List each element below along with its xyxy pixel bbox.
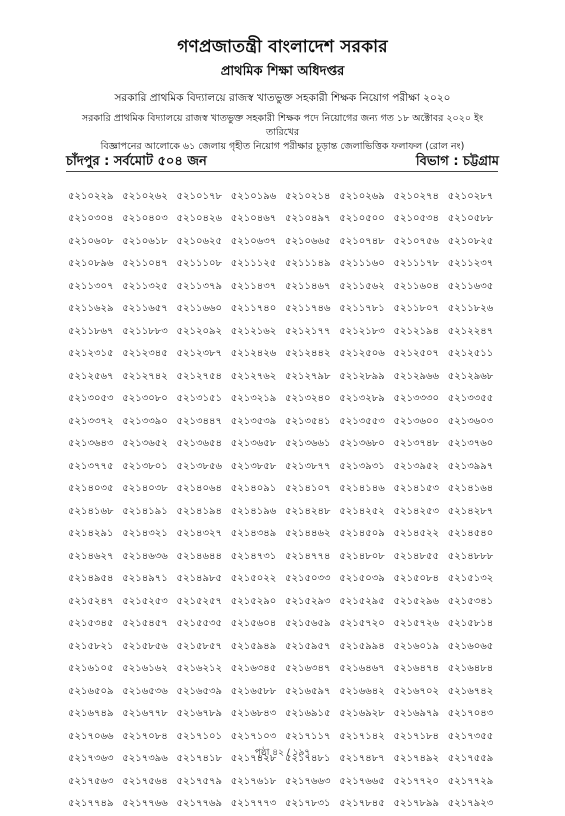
- roll-number: ৫২১৩৩৫৫: [448, 391, 502, 408]
- roll-number: ৫২১৫০২২: [231, 571, 285, 588]
- roll-number: ৫২১১১৬০: [339, 256, 393, 273]
- roll-number: ৫২১৭৬৬৩: [285, 774, 339, 791]
- roll-row: [68, 681, 502, 704]
- roll-number: ৫২১০৭৫৬: [394, 234, 448, 251]
- roll-number: ৫২১১৭৮১: [339, 301, 393, 318]
- roll-number: ৫২১১৭৪০: [231, 301, 285, 318]
- roll-number: ৫২১২৮৯৯: [339, 369, 393, 386]
- roll-number: ৫২১৪৬৩৬: [122, 549, 176, 566]
- roll-number: ৫২১৩৬০০: [394, 414, 448, 431]
- roll-number: ৫২১৭৮৪৫: [339, 796, 393, 813]
- roll-number: ৫২১১৬৫৭: [122, 301, 176, 318]
- roll-number: ৫২১৪০৩৮: [122, 481, 176, 498]
- roll-number: ৫২১২০৯২: [177, 324, 231, 341]
- roll-number: ৫২১১৮২৬: [448, 301, 502, 318]
- roll-number: ৫২১৭৩৬৩: [68, 751, 122, 768]
- note-line-1: সরকারি প্রাথমিক বিদ্যালয়ে রাজস্ব খাতভুক্ত সহকারী শিক্ষক পদে নিয়োগের জন্য গত ১৮ অক্টোবর ২০২০ ইং তারিখের: [66, 112, 499, 140]
- roll-number: ৫২১১১৪৯: [285, 256, 339, 273]
- roll-row: [68, 299, 502, 322]
- roll-number: ৫২১৫২৫৭: [177, 594, 231, 611]
- roll-number: ৫২১৫৪৫৭: [122, 616, 176, 633]
- roll-number: ৫২১৭৪৮৭: [339, 751, 393, 768]
- roll-row: [68, 389, 502, 412]
- roll-number: ৫২১৫৫৩৫: [177, 616, 231, 633]
- roll-number: ৫২১৪৫৪০: [448, 526, 502, 543]
- roll-number: ৫২১৭৯২৩: [448, 796, 502, 813]
- roll-number: ৫২১০৮২৫: [448, 234, 502, 251]
- roll-number: ৫২১৬৭৪৯: [68, 706, 122, 723]
- roll-number: ৫২১১৬২৯: [68, 301, 122, 318]
- roll-number: ৫২১৬৭০২: [394, 684, 448, 701]
- roll-number: ৫২১৩৩৭২: [68, 414, 122, 431]
- roll-number: ৫২১১১০৮: [177, 256, 231, 273]
- roll-number: ৫২১৩০৮০: [122, 391, 176, 408]
- roll-number: ৫২১৭০৮৪: [122, 729, 176, 746]
- roll-number: ৫২১১০৪৭: [122, 256, 176, 273]
- roll-number: ৫২১৫৭২৬: [394, 616, 448, 633]
- roll-number: ৫২১৫০৮৪: [394, 571, 448, 588]
- roll-number: ৫২১২৫৬৭: [68, 369, 122, 386]
- roll-row: [68, 569, 502, 592]
- roll-number: ৫২১৫৮৫৬: [122, 639, 176, 656]
- roll-number: ৫২১৭০৪৩: [448, 706, 502, 723]
- roll-number: ৫২১৬২১২: [177, 661, 231, 678]
- roll-number: ৫২১৫২৯৫: [339, 594, 393, 611]
- roll-number-grid: [68, 186, 502, 816]
- roll-row: [68, 411, 502, 434]
- roll-number: ৫২১৩০৫৩: [68, 391, 122, 408]
- roll-number: ৫২১৪৭৩১: [231, 549, 285, 566]
- roll-number: ৫২১৭৪১৮: [177, 751, 231, 768]
- roll-number: ৫২১৭১৮৪: [394, 729, 448, 746]
- roll-number: ৫২১৩৩৩০: [394, 391, 448, 408]
- roll-row: [68, 704, 502, 727]
- roll-number: ৫২১৪২৯১: [68, 526, 122, 543]
- roll-number: ৫২১৬৯১৫: [285, 706, 339, 723]
- roll-number: ৫২১৫৮৫৭: [177, 639, 231, 656]
- roll-number: ৫২১৪৩৪৯: [231, 526, 285, 543]
- roll-number: ৫২১২৯৬৬: [394, 369, 448, 386]
- roll-number: ৫২১৬১৬২: [122, 661, 176, 678]
- roll-number: ৫২১৪১৪৬: [339, 481, 393, 498]
- roll-number: ৫২১০৪২৬: [177, 211, 231, 228]
- roll-number: ৫২১৭৭৭৩: [231, 796, 285, 813]
- roll-number: ৫২১১৬০৪: [394, 279, 448, 296]
- roll-number: ৫২১২১৯৪: [394, 324, 448, 341]
- roll-number: ৫২১২৫০৬: [339, 346, 393, 363]
- roll-number: ৫২১১৮০৭: [394, 301, 448, 318]
- roll-number: ৫২১৫৬০৪: [231, 616, 285, 633]
- roll-number: ৫২১৭৭৬৯: [177, 796, 231, 813]
- roll-number: ৫২১৭৫৬৪: [122, 774, 176, 791]
- roll-number: ৫২১৪০৬৪: [177, 481, 231, 498]
- roll-number: ৫২১৬৫৯৭: [285, 684, 339, 701]
- roll-number: ৫২১৭১৪২: [339, 729, 393, 746]
- division-label: বিভাগ : চট্টগ্রাম: [416, 152, 499, 173]
- roll-number: ৫২১৭৫৫৯: [448, 751, 502, 768]
- roll-number: ৫২১৬৬৪২: [339, 684, 393, 701]
- roll-number: ৫২১০৬২৫: [177, 234, 231, 251]
- roll-number: ৫২১৪৯৭১: [122, 571, 176, 588]
- roll-number: ৫২১৫৮১৪: [448, 616, 502, 633]
- roll-number: ৫২১৫১৩২: [448, 571, 502, 588]
- roll-number: ৫২১০৫৮৮: [448, 211, 502, 228]
- roll-number: ৫২১৭৭২৯: [448, 774, 502, 791]
- roll-number: ৫২১৬৪৬৭: [339, 661, 393, 678]
- roll-row: [68, 636, 502, 659]
- roll-row: [68, 456, 502, 479]
- roll-number: ৫২১৩৩৯০: [122, 414, 176, 431]
- roll-number: ৫২১৪১৯৪: [177, 504, 231, 521]
- roll-number: ৫২১৬৯৭৯: [394, 706, 448, 723]
- roll-number: ৫২১৩৮৭৭: [285, 459, 339, 476]
- roll-number: ৫২১৭৩৯৬: [122, 751, 176, 768]
- roll-number: ৫২১৩৭৭৫: [68, 459, 122, 476]
- roll-number: ৫২১৫৭২০: [339, 616, 393, 633]
- roll-number: ৫২১৭০৬৬: [68, 729, 122, 746]
- roll-number: ৫২১৬৭৮৯: [177, 706, 231, 723]
- roll-number: ৫২১৭৬১৮: [231, 774, 285, 791]
- roll-row: [68, 231, 502, 254]
- roll-number: ৫২১২২৪৭: [448, 324, 502, 341]
- roll-number: ৫২১২৭৫৪: [177, 369, 231, 386]
- roll-number: ৫২১৩৭৪৮: [394, 436, 448, 453]
- roll-number: ৫২১৪২৫২: [339, 504, 393, 521]
- roll-number: ৫২১১১৭৮: [394, 256, 448, 273]
- roll-number: ৫২১৩৬৫৪: [177, 436, 231, 453]
- roll-number: ৫২১৭৪৮১: [285, 751, 339, 768]
- roll-number: ৫২১৪১৯৬: [231, 504, 285, 521]
- roll-number: ৫২১০৮৯৬: [68, 256, 122, 273]
- roll-number: ৫২১৩৫৩৯: [231, 414, 285, 431]
- roll-number: ৫২১২১৭৭: [285, 324, 339, 341]
- roll-number: ৫২১৭৪৯২: [394, 751, 448, 768]
- roll-number: ৫২১৩৫৫৩: [339, 414, 393, 431]
- roll-number: ৫২১০২৬৯: [339, 189, 393, 206]
- roll-number: ৫২১৪১৯১: [122, 504, 176, 521]
- roll-number: ৫২১৭৭২০: [394, 774, 448, 791]
- roll-number: ৫২১৭১০৩: [231, 729, 285, 746]
- roll-number: ৫২১১৭৪৬: [285, 301, 339, 318]
- roll-number: ৫২১৪২৫৩: [394, 504, 448, 521]
- roll-number: ৫২১১৪৩৭: [231, 279, 285, 296]
- roll-number: ৫২১৬১০৫: [68, 661, 122, 678]
- roll-number: ৫২১৭৭৪৯: [68, 796, 122, 813]
- roll-number: ৫২১১৪৬৭: [285, 279, 339, 296]
- roll-number: ৫২১৪১৫৩: [394, 481, 448, 498]
- roll-number: ৫২১৫৯৪৯: [231, 639, 285, 656]
- roll-number: ৫২১৩৬৬১: [285, 436, 339, 453]
- roll-number: ৫২১৫০৩৩: [285, 571, 339, 588]
- roll-number: ৫২১০৩০৪: [68, 211, 122, 228]
- roll-number: ৫২১৭৫৭৯: [177, 774, 231, 791]
- department-heading: প্রাথমিক শিক্ষা অধিদপ্তর: [0, 62, 565, 83]
- roll-number: ৫২১২৫১১: [448, 346, 502, 363]
- roll-number: ৫২১২৭৪২: [122, 369, 176, 386]
- roll-number: ৫২১৪৪৬২: [285, 526, 339, 543]
- roll-number: ৫২১৪২৪৮: [285, 504, 339, 521]
- roll-number: ৫২১৭১১৭: [285, 729, 339, 746]
- roll-number: ৫২১০১৭৮: [177, 189, 231, 206]
- roll-row: [68, 186, 502, 209]
- roll-number: ৫২১৩৭৬০: [448, 436, 502, 453]
- roll-number: ৫২১২৭৯৮: [285, 369, 339, 386]
- roll-number: ৫২১৩৬৫২: [122, 436, 176, 453]
- roll-number: ৫২১০২৬২: [122, 189, 176, 206]
- roll-number: ৫২১৬৭৭৮: [122, 706, 176, 723]
- exam-heading: সরকারি প্রাথমিক বিদ্যালয়ে রাজস্ব খাতভুক্ত সহকারী শিক্ষক নিয়োগ পরীক্ষা ২০২০: [0, 91, 565, 108]
- roll-number: ৫২১৪১৬৪: [448, 481, 502, 498]
- roll-number: ৫২১১৬৬০: [177, 301, 231, 318]
- roll-number: ৫২১১৮৬৭: [68, 324, 122, 341]
- roll-number: ৫২১৩৯৩১: [339, 459, 393, 476]
- roll-number: ৫২১৭৮৩১: [285, 796, 339, 813]
- roll-number: ৫২১৩৯৯৭: [448, 459, 502, 476]
- roll-number: ৫২১৫৩৪১: [448, 594, 502, 611]
- roll-number: ৫২১৬০৬৫: [448, 639, 502, 656]
- divider: [66, 171, 498, 172]
- roll-number: ৫২১৪৫০৯: [339, 526, 393, 543]
- roll-number: ৫২১৪৩২১: [122, 526, 176, 543]
- roll-number: ৫২১১৫৬২: [339, 279, 393, 296]
- roll-number: ৫২১৫২৯৩: [285, 594, 339, 611]
- roll-number: ৫২১৪৫২২: [394, 526, 448, 543]
- roll-number: ৫২১৪১০৭: [285, 481, 339, 498]
- roll-number: ৫২১০২২৯: [68, 189, 122, 206]
- roll-number: ৫২১৭৭৬৬: [122, 796, 176, 813]
- roll-number: ৫২১০৫৩৪: [394, 211, 448, 228]
- roll-number: ৫২১৬৫৩৯: [177, 684, 231, 701]
- roll-row: [68, 591, 502, 614]
- roll-number: ৫২১৩৬৫৮: [231, 436, 285, 453]
- roll-number: ৫২১০২১৪: [285, 189, 339, 206]
- roll-number: ৫২১০৭৪৮: [339, 234, 393, 251]
- roll-number: ৫২১০২৭৪: [394, 189, 448, 206]
- roll-number: ৫২১৩২৮৯: [339, 391, 393, 408]
- roll-number: ৫২১৫৩৪৫: [68, 616, 122, 633]
- roll-number: ৫২১২১৮৩: [339, 324, 393, 341]
- roll-row: [68, 276, 502, 299]
- roll-number: ৫২১৬৫৮৮: [231, 684, 285, 701]
- roll-number: ৫২১৩৪৪৭: [177, 414, 231, 431]
- roll-number: ৫২১৬৭৪২: [448, 684, 502, 701]
- roll-number: ৫২১২৯৬৮: [448, 369, 502, 386]
- roll-number: ৫২১৭১০১: [177, 729, 231, 746]
- roll-number: ৫২১৬৩৪৭: [285, 661, 339, 678]
- roll-row: [68, 501, 502, 524]
- roll-number: ৫২১৬০১৯: [394, 639, 448, 656]
- roll-number: ৫২১৬৮৪৩: [231, 706, 285, 723]
- roll-number: ৫২১৪৯৮৫: [177, 571, 231, 588]
- roll-number: ৫২১২৪২৬: [231, 346, 285, 363]
- roll-number: ৫২১২১৬২: [231, 324, 285, 341]
- roll-row: [68, 254, 502, 277]
- roll-number: ৫২১৪৬৪৪: [177, 549, 231, 566]
- roll-number: ৫২১৩১৫১: [177, 391, 231, 408]
- roll-number: ৫২১৫০৩৯: [339, 571, 393, 588]
- roll-number: ৫২১০৪৯৭: [285, 211, 339, 228]
- roll-number: ৫২১২৫০৭: [394, 346, 448, 363]
- roll-number: ৫২১০৬৬৫: [285, 234, 339, 251]
- roll-number: ৫২১৭৫৬৩: [68, 774, 122, 791]
- roll-number: ৫২১৫২৯০: [231, 594, 285, 611]
- roll-number: ৫২১৫২৪৭: [68, 594, 122, 611]
- roll-number: ৫২১৬৫৩৬: [122, 684, 176, 701]
- roll-number: ৫২১০৫০০: [339, 211, 393, 228]
- roll-number: ৫২১৫৯৫৭: [285, 639, 339, 656]
- roll-number: ৫২১০১৯৬: [231, 189, 285, 206]
- roll-number: ৫২১৩৬৮০: [339, 436, 393, 453]
- roll-number: ৫২১৩৮৫৬: [177, 459, 231, 476]
- roll-number: ৫২১৩২১৯: [231, 391, 285, 408]
- roll-number: ৫২১৬৩৪৫: [231, 661, 285, 678]
- roll-number: ৫২১০৬১৮: [122, 234, 176, 251]
- roll-number: ৫২১৫৯৯৪: [339, 639, 393, 656]
- roll-number: ৫২১৫৮২১: [68, 639, 122, 656]
- roll-row: [68, 366, 502, 389]
- roll-number: ৫২১৭৩৫৫: [448, 729, 502, 746]
- roll-number: ৫২১৭৮৯৯: [394, 796, 448, 813]
- roll-number: ৫২১১৬৩৫: [448, 279, 502, 296]
- roll-number: ৫২১২৩৪৫: [122, 346, 176, 363]
- roll-number: ৫২১০৬০৮: [68, 234, 122, 251]
- roll-number: ৫২১৪৮৫৫: [394, 549, 448, 566]
- roll-number: ৫২১৬৫০৯: [68, 684, 122, 701]
- roll-number: ৫২১০৬৩৭: [231, 234, 285, 251]
- roll-number: ৫২১১৮৮৩: [122, 324, 176, 341]
- roll-number: ৫২১১৩৭৯: [177, 279, 231, 296]
- roll-number: ৫২১২৩১৫: [68, 346, 122, 363]
- roll-number: ৫২১৪২৮৭: [448, 504, 502, 521]
- roll-number: ৫২১২৭৬২: [231, 369, 285, 386]
- roll-number: ৫২১৩৬৪৩: [68, 436, 122, 453]
- roll-number: ৫২১১৩০৭: [68, 279, 122, 296]
- roll-number: ৫২১৪৯৫৪: [68, 571, 122, 588]
- roll-number: ৫২১২৪৪২: [285, 346, 339, 363]
- roll-number: ৫২১৫২৫৩: [122, 594, 176, 611]
- roll-row: [68, 794, 502, 816]
- roll-number: ৫২১৬৪৮৪: [448, 661, 502, 678]
- roll-row: [68, 209, 502, 232]
- roll-number: ৫২১৩৮৫৮: [231, 459, 285, 476]
- roll-row: [68, 479, 502, 502]
- roll-number: ৫২১৩৫৪১: [285, 414, 339, 431]
- roll-number: ৫২১৪৬২৭: [68, 549, 122, 566]
- result-note: [66, 112, 499, 154]
- roll-number: ৫২১০২৮৭: [448, 189, 502, 206]
- roll-number: ৫২১৪১৬৮: [68, 504, 122, 521]
- roll-number: ৫২১৪৮৮৮: [448, 549, 502, 566]
- roll-row: [68, 614, 502, 637]
- district-total-label: চাঁদপুর : সর্বমোট ৫০৪ জন: [66, 152, 207, 173]
- roll-number: ৫২১৪০৯১: [231, 481, 285, 498]
- roll-row: [68, 659, 502, 682]
- roll-number: ৫২১৩২৪০: [285, 391, 339, 408]
- roll-number: ৫২১৩৬০৩: [448, 414, 502, 431]
- roll-number: ৫২১৬৪৭৪: [394, 661, 448, 678]
- roll-row: [68, 434, 502, 457]
- roll-row: [68, 344, 502, 367]
- roll-number: ৫২১৬৯২৮: [339, 706, 393, 723]
- roll-number: ৫২১০৪০৩: [122, 211, 176, 228]
- roll-number: ৫২১৭৬৬৫: [339, 774, 393, 791]
- roll-number: ৫২১৭৪২৮: [231, 751, 285, 768]
- page-number: পৃষ্ঠা ৪২ / ১৯৭: [0, 745, 565, 760]
- roll-number: ৫২১০৪৬৭: [231, 211, 285, 228]
- roll-number: ৫২১৪০৩৫: [68, 481, 122, 498]
- roll-number: ৫২১৫২৯৬: [394, 594, 448, 611]
- roll-row: [68, 321, 502, 344]
- roll-number: ৫২১২৩৮৭: [177, 346, 231, 363]
- roll-number: ৫২১৩৯৫২: [394, 459, 448, 476]
- page-title: গণপ্রজাতন্ত্রী বাংলাদেশ সরকার: [0, 34, 565, 62]
- roll-row: [68, 771, 502, 794]
- roll-number: ৫২১৫৬৫৯: [285, 616, 339, 633]
- roll-number: ৫২১১২৩৭: [448, 256, 502, 273]
- note-line-2: বিজ্ঞাপনের আলোকে ৬১ জেলায় গৃহীত নিয়োগ পরীক্ষার চূড়ান্ত জেলাভিত্তিক ফলাফল (রোল নং): [66, 140, 499, 154]
- roll-number: ৫২১৩৮০১: [122, 459, 176, 476]
- roll-number: ৫২১৪৮০৮: [339, 549, 393, 566]
- roll-number: ৫২১১১২৫: [231, 256, 285, 273]
- roll-row: [68, 524, 502, 547]
- roll-row: [68, 546, 502, 569]
- roll-number: ৫২১৪৭৭৪: [285, 549, 339, 566]
- roll-number: ৫২১১৩২৫: [122, 279, 176, 296]
- roll-number: ৫২১৪৩২৭: [177, 526, 231, 543]
